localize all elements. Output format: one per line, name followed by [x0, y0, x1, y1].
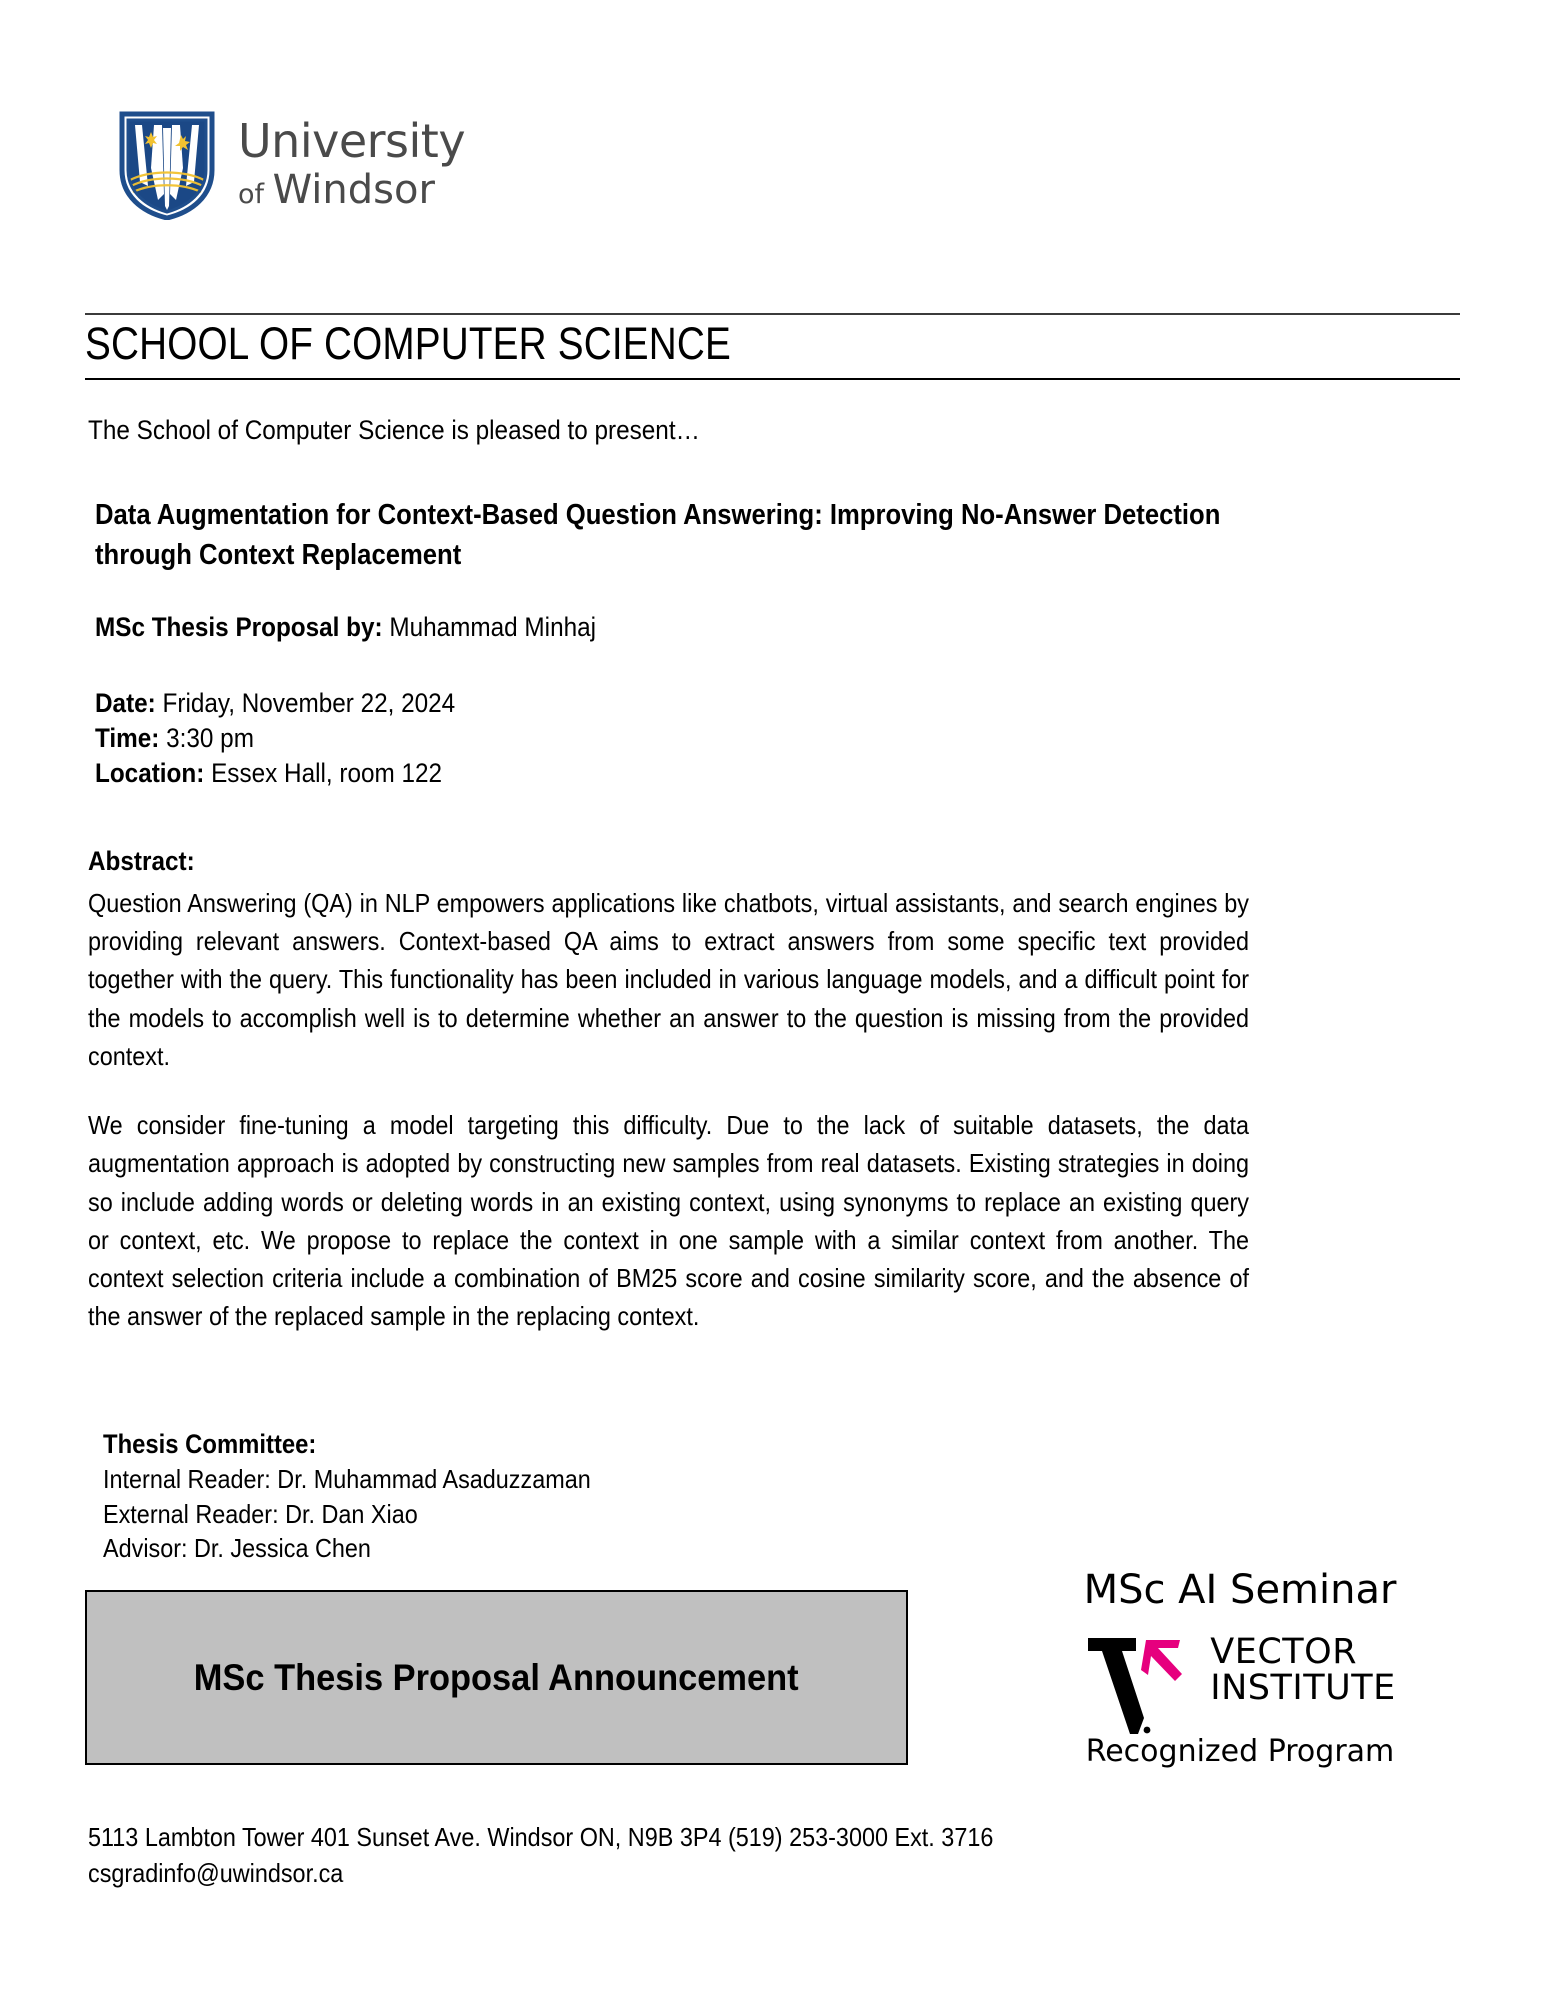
logo-windsor-word: Windsor [272, 167, 435, 213]
abstract-body [88, 884, 1249, 1335]
footer-contact [88, 1820, 993, 1892]
thesis-committee [103, 1427, 591, 1566]
vector-v-arrow-icon [1084, 1620, 1204, 1738]
vector-wordmark [1210, 1620, 1395, 1707]
vector-institute-logo [1030, 1620, 1450, 1738]
header-rule-bottom [85, 378, 1460, 380]
date-label: Date: [95, 688, 156, 718]
footer-email[interactable]: csgradinfo@uwindsor.ca [88, 1857, 344, 1888]
recognized-program-label: Recognized Program [1085, 1734, 1395, 1769]
footer-address: 5113 Lambton Tower 401 Sunset Ave. Windsor ON, N9B 3P4 (519) 253-3000 Ext. 3716 [88, 1822, 994, 1852]
logo-of-word: of [238, 179, 273, 210]
abstract-paragraph-2: We consider fine-tuning a model targeting this difficulty. Due to the lack of suitable datasets, the data augmentation approach is adopted by constructing new samples from real datasets. Existing strategies in doing so include adding words or deleting words in an existing context, using synonyms to replace an existing query or context, etc. We propose to replace the context in one sample with a similar context from another. The context selection criteria include a combination of BM25 score and cosine similarity score, and the absence of the answer of the replaced sample in the replacing context. [88, 1110, 1249, 1332]
abstract-heading: Abstract: [88, 846, 195, 876]
logo-line-university: University [238, 114, 466, 168]
event-time-row [95, 721, 455, 756]
university-crest-icon [118, 108, 216, 220]
announcement-label: MSc Thesis Proposal Announcement [194, 1656, 799, 1698]
talk-title: Data Augmentation for Context-Based Question Answering: Improving No-Answer Detection through Context Replacement [95, 499, 1221, 572]
committee-internal-reader: Internal Reader: Dr. Muhammad Asaduzzaman [103, 1464, 591, 1495]
seminar-logo-block [1030, 1567, 1450, 1769]
university-wordmark [238, 114, 466, 213]
header-rule-top [85, 313, 1460, 315]
committee-heading: Thesis Committee: [103, 1429, 317, 1459]
abstract-paragraph-1: Question Answering (QA) in NLP empowers applications like chatbots, virtual assistants, and search engines by providing relevant answers. Context-based QA aims to extract answers from some specific text provided together with the query. This functionality has been included in various language models, and a difficult point for the models to accomplish well is to determine whether an answer to the question is missing from the provided context. [88, 888, 1249, 1071]
event-date-row [95, 686, 455, 721]
location-label: Location: [95, 758, 205, 789]
committee-advisor: Advisor: Dr. Jessica Chen [103, 1533, 371, 1564]
vector-word-vector: VECTOR [1210, 1632, 1358, 1672]
date-value: Friday, November 22, 2024 [155, 688, 456, 718]
time-value: 3:30 pm [159, 723, 254, 754]
intro-line: The School of Computer Science is pleased to present… [88, 415, 700, 445]
announcement-banner [85, 1590, 908, 1765]
page-title: SCHOOL OF COMPUTER SCIENCE [85, 318, 731, 369]
presenter-name: Muhammad Minhaj [382, 612, 597, 642]
logo-line-of-windsor [238, 167, 465, 213]
vector-word-institute: INSTITUTE [1210, 1668, 1396, 1709]
presenter-line [95, 612, 596, 643]
committee-external-reader: External Reader: Dr. Dan Xiao [103, 1498, 418, 1529]
event-details [95, 686, 455, 791]
presenter-label: MSc Thesis Proposal by: [95, 612, 383, 642]
seminar-title: MSc AI Seminar [1083, 1567, 1397, 1613]
event-location-row [95, 756, 455, 791]
time-label: Time: [95, 723, 160, 754]
location-value: Essex Hall, room 122 [204, 758, 443, 789]
university-logo [118, 108, 465, 220]
